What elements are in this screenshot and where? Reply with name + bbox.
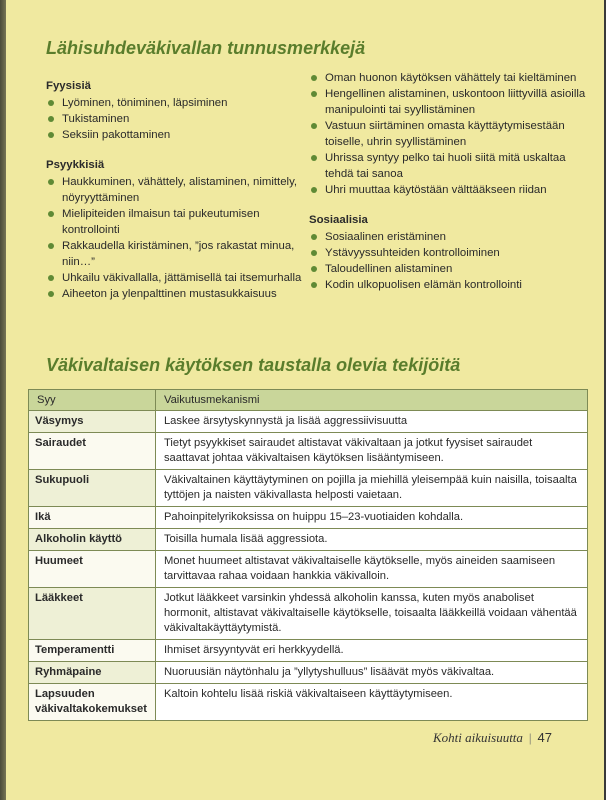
table-row bbox=[29, 640, 588, 662]
mechanism-cell: Nuoruusiän näytönhalu ja ”yllytyshulluus” lisäävät myös väkivaltaa. bbox=[155, 662, 587, 684]
footer-separator: | bbox=[528, 730, 532, 745]
list-item: Tukistaminen bbox=[46, 111, 304, 127]
mechanism-cell: Väkivaltainen käyttäytyminen on pojilla ja miehillä yleisempää kuin naisilla, toisaalta tyttöjen ja naisten väkivallasta helposti vaietaan. bbox=[155, 470, 587, 507]
category-social: Sosiaalisia bbox=[309, 214, 368, 226]
cause-cell: Ikä bbox=[29, 507, 156, 529]
cause-cell: Ryhmäpaine bbox=[29, 662, 156, 684]
list-item: Uhri muuttaa käytöstään välttääkseen riidan bbox=[309, 182, 589, 198]
cause-cell: Väsymys bbox=[29, 411, 156, 433]
signs-right-column bbox=[309, 70, 589, 307]
section-title-factors: Väkivaltaisen käytöksen taustalla olevia tekijöitä bbox=[46, 355, 461, 375]
list-psychological-continued bbox=[309, 70, 589, 198]
table-row bbox=[29, 551, 588, 588]
table-row bbox=[29, 588, 588, 640]
book-title: Kohti aikuisuutta bbox=[433, 730, 523, 745]
list-item: Hengellinen alistaminen, uskontoon liittyvillä asioilla manipulointi tai syyllistäminen bbox=[309, 86, 589, 118]
cause-cell: Temperamentti bbox=[29, 640, 156, 662]
header-cause: Syy bbox=[29, 390, 156, 411]
list-item: Haukkuminen, vähättely, alistaminen, nimittely, nöyryyttäminen bbox=[46, 174, 304, 206]
cause-cell: Huumeet bbox=[29, 551, 156, 588]
list-item: Seksiin pakottaminen bbox=[46, 127, 304, 143]
list-item: Oman huonon käytöksen vähättely tai kieltäminen bbox=[309, 70, 589, 86]
list-item: Rakkaudella kiristäminen, ”jos rakastat minua, niin…” bbox=[46, 238, 304, 270]
table-row bbox=[29, 470, 588, 507]
list-item: Ystävyyssuhteiden kontrolloiminen bbox=[309, 245, 589, 261]
mechanism-cell: Kaltoin kohtelu lisää riskiä väkivaltaiseen käyttäytymiseen. bbox=[155, 684, 587, 721]
list-item: Lyöminen, töniminen, läpsiminen bbox=[46, 95, 304, 111]
header-mechanism: Vaikutusmekanismi bbox=[155, 390, 587, 411]
mechanism-cell: Laskee ärsytyskynnystä ja lisää aggressiivisuutta bbox=[155, 411, 587, 433]
table-row bbox=[29, 529, 588, 551]
mechanism-cell: Ihmiset ärsyyntyvät eri herkkyydellä. bbox=[155, 640, 587, 662]
list-social bbox=[309, 229, 589, 293]
table-row bbox=[29, 411, 588, 433]
table-row bbox=[29, 507, 588, 529]
mechanism-cell: Tietyt psyykkiset sairaudet altistavat väkivaltaan ja jotkut fyysiset sairaudet saattavat johtaa väkivaltaisen käytöksen lisääntymiseen. bbox=[155, 433, 587, 470]
cause-cell: Sairaudet bbox=[29, 433, 156, 470]
category-physical: Fyysisiä bbox=[46, 80, 91, 92]
list-item: Aiheeton ja ylenpalttinen mustasukkaisuus bbox=[46, 286, 304, 302]
section-title-signs: Lähisuhdeväkivallan tunnusmerkkejä bbox=[46, 38, 366, 58]
mechanism-cell: Toisilla humala lisää aggressiota. bbox=[155, 529, 587, 551]
table-row bbox=[29, 662, 588, 684]
book-page bbox=[6, 0, 604, 800]
table-header-row bbox=[29, 390, 588, 411]
factors-table bbox=[28, 389, 588, 721]
list-physical bbox=[46, 95, 304, 143]
cause-cell: Sukupuoli bbox=[29, 470, 156, 507]
cause-cell: Lääkkeet bbox=[29, 588, 156, 640]
list-item: Vastuun siirtäminen omasta käyttäytymisestään toiselle, uhrin syyllistäminen bbox=[309, 118, 589, 150]
list-item: Taloudellinen alistaminen bbox=[309, 261, 589, 277]
table-row bbox=[29, 684, 588, 721]
list-item: Mielipiteiden ilmaisun tai pukeutumisen kontrollointi bbox=[46, 206, 304, 238]
list-item: Uhrissa syntyy pelko tai huoli siitä mitä uskaltaa tehdä tai sanoa bbox=[309, 150, 589, 182]
cause-cell: Alkoholin käyttö bbox=[29, 529, 156, 551]
page-footer bbox=[433, 730, 552, 746]
table-row bbox=[29, 433, 588, 470]
cause-cell: Lapsuuden väkivaltakokemukset bbox=[29, 684, 156, 721]
list-item: Sosiaalinen eristäminen bbox=[309, 229, 589, 245]
category-psychological: Psyykkisiä bbox=[46, 159, 105, 171]
list-psychological bbox=[46, 174, 304, 302]
signs-left-column bbox=[46, 78, 304, 316]
mechanism-cell: Jotkut lääkkeet varsinkin yhdessä alkoholin kanssa, kuten myös anaboliset hormonit, altistavat väkivaltaiselle käytökselle, toisaalta lääkkeillä voidaan vähentää väkivaltakäyttäytymistä. bbox=[155, 588, 587, 640]
list-item: Uhkailu väkivallalla, jättämisellä tai itsemurhalla bbox=[46, 270, 304, 286]
mechanism-cell: Monet huumeet altistavat väkivaltaiselle käytökselle, myös aineiden saamiseen tarvittavaa rahaa voidaan hankkia väkivalloin. bbox=[155, 551, 587, 588]
page-number: 47 bbox=[537, 730, 552, 745]
mechanism-cell: Pahoinpitelyrikoksissa on huippu 15–23-vuotiaiden kohdalla. bbox=[155, 507, 587, 529]
list-item: Kodin ulkopuolisen elämän kontrollointi bbox=[309, 277, 589, 293]
